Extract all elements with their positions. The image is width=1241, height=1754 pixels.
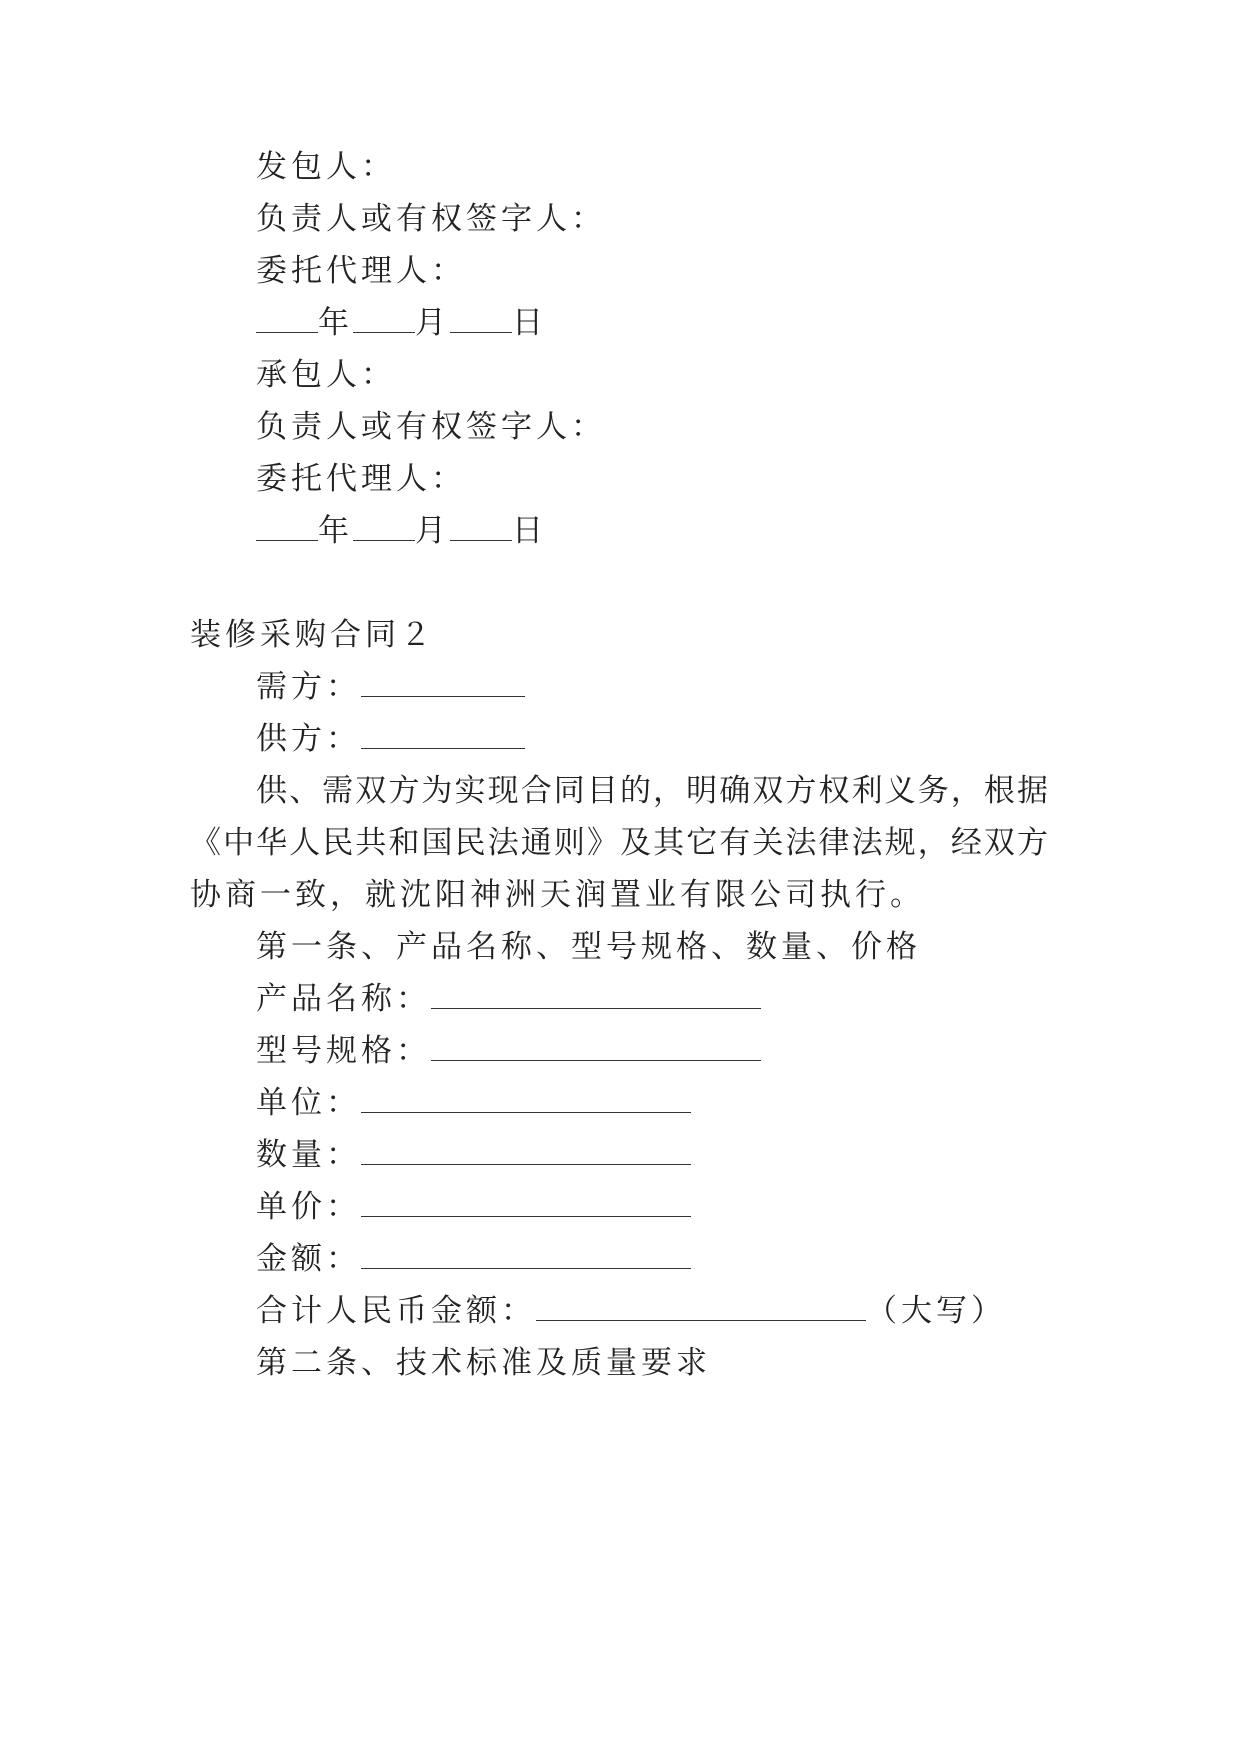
model-spec-blank[interactable] [431, 1034, 761, 1061]
day-blank[interactable] [450, 306, 512, 333]
month-label: 月 [415, 305, 450, 341]
contractor-label: 承包人： [256, 357, 396, 393]
contractor-agent-label: 委托代理人： [256, 461, 466, 497]
amount-blank[interactable] [361, 1242, 691, 1269]
total-rmb-suffix: （大写） [866, 1293, 1006, 1329]
quantity-blank[interactable] [361, 1138, 691, 1165]
buyer-blank[interactable] [361, 670, 525, 697]
employer-signer-label: 负责人或有权签字人： [256, 201, 606, 237]
day-label: 日 [512, 305, 547, 341]
supplier-blank[interactable] [361, 722, 525, 749]
article-2-heading: 第二条、技术标准及质量要求 [256, 1345, 711, 1381]
article-1-heading: 第一条、产品名称、型号规格、数量、价格 [256, 929, 921, 965]
contract-title: 装修采购合同２ [190, 617, 435, 653]
year-label: 年 [318, 513, 353, 549]
employer-label: 发包人： [256, 149, 396, 185]
model-spec-label: 型号规格： [256, 1033, 431, 1069]
year-label: 年 [318, 305, 353, 341]
buyer-line [256, 667, 525, 707]
product-name-label: 产品名称： [256, 981, 431, 1017]
preamble-line-2: 《中华人民共和国民法通则》及其它有关法律法规，经双方 [190, 825, 1050, 861]
unit-price-label: 单价： [256, 1189, 361, 1225]
contractor-date-line [256, 511, 547, 551]
month-label: 月 [415, 513, 450, 549]
unit-label: 单位： [256, 1085, 361, 1121]
total-rmb-line [256, 1291, 1006, 1331]
contractor-signer-label: 负责人或有权签字人： [256, 409, 606, 445]
preamble-line-3: 协商一致，就沈阳神洲天润置业有限公司执行。 [190, 877, 925, 913]
supplier-label: 供方： [256, 721, 361, 757]
unit-price-line [256, 1187, 691, 1227]
product-name-line [256, 979, 761, 1019]
total-rmb-label: 合计人民币金额： [256, 1293, 536, 1329]
amount-label: 金额： [256, 1241, 361, 1277]
month-blank[interactable] [353, 306, 415, 333]
day-label: 日 [512, 513, 547, 549]
total-rmb-blank[interactable] [536, 1294, 866, 1321]
year-blank[interactable] [256, 514, 318, 541]
quantity-line [256, 1135, 691, 1175]
amount-line [256, 1239, 691, 1279]
unit-blank[interactable] [361, 1086, 691, 1113]
preamble-line-1: 供、需双方为实现合同目的，明确双方权利义务，根据 [256, 773, 1050, 809]
year-blank[interactable] [256, 306, 318, 333]
unit-price-blank[interactable] [361, 1190, 691, 1217]
model-spec-line [256, 1031, 761, 1071]
supplier-line [256, 719, 525, 759]
quantity-label: 数量： [256, 1137, 361, 1173]
day-blank[interactable] [450, 514, 512, 541]
employer-agent-label: 委托代理人： [256, 253, 466, 289]
product-name-blank[interactable] [431, 982, 761, 1009]
buyer-label: 需方： [256, 669, 361, 705]
employer-date-line [256, 303, 547, 343]
unit-line [256, 1083, 691, 1123]
month-blank[interactable] [353, 514, 415, 541]
